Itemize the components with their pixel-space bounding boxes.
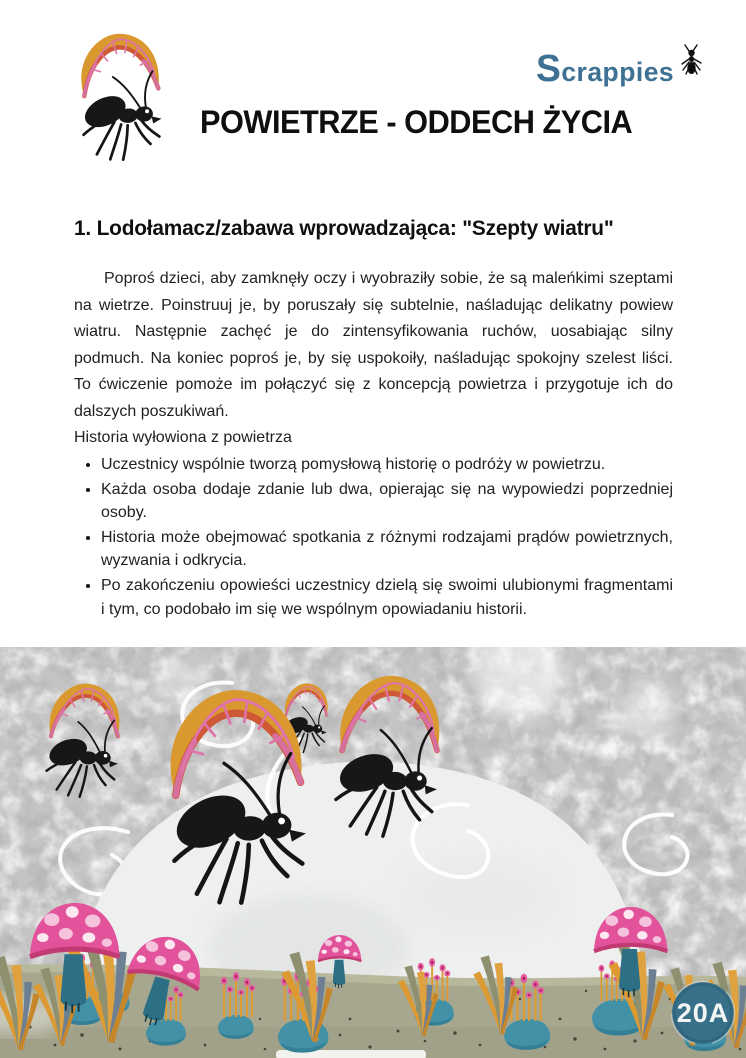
list-item: • Historia może obejmować spotkania z różnymi rodzajami prądów powietrznych, wyzwania i odkrycia. — [101, 526, 673, 573]
footer-illustration — [0, 647, 746, 1058]
page-title: POWIETRZE - ODDECH ŻYCIA — [200, 104, 633, 140]
brand-logo — [536, 50, 705, 88]
list-item: • Po zakończeniu opowieści uczestnicy dzielą się swoimi ulubionymi fragmentami i tym, co podobało im się we wspólnym opowiadaniu historii. — [101, 574, 673, 621]
bullet-list — [74, 453, 673, 621]
subheading: Historia wyłowiona z powietrza — [74, 429, 292, 446]
intro-paragraph: Poproś dzieci, aby zamknęły oczy i wyobraziły sobie, że są maleńkimi szeptami na wietrze. Poinstruuj je, by poruszały się subtelnie, naśladując delikatny powiew wiatru. Następnie zachęć je do zintensyfikowania ruchów, uosabiając silny podmuch. Na koniec poproś je, by się uspokoiły, naśladując spokojny szelest liści. To ćwiczenie pomoże im połączyć się z koncepcją powietrza i przygotuje ich do dalszych poszukiwań. — [74, 270, 673, 420]
ant-parachute-logo-icon — [58, 28, 218, 168]
body-text — [74, 266, 673, 622]
badge-label: 20A — [676, 998, 730, 1028]
brand-wordmark: Scrappies — [536, 48, 675, 90]
list-item: • Każda osoba dodaje zdanie lub dwa, opierając się na wypowiedzi poprzedniej osoby. — [101, 478, 673, 525]
list-item: • Uczestnicy wspólnie tworzą pomysłową historię o podróży w powietrzu. — [101, 453, 673, 477]
section-heading: 1. Lodołamacz/zabawa wprowadzająca: "Szepty wiatru" — [74, 216, 614, 240]
ant-icon — [679, 44, 705, 78]
